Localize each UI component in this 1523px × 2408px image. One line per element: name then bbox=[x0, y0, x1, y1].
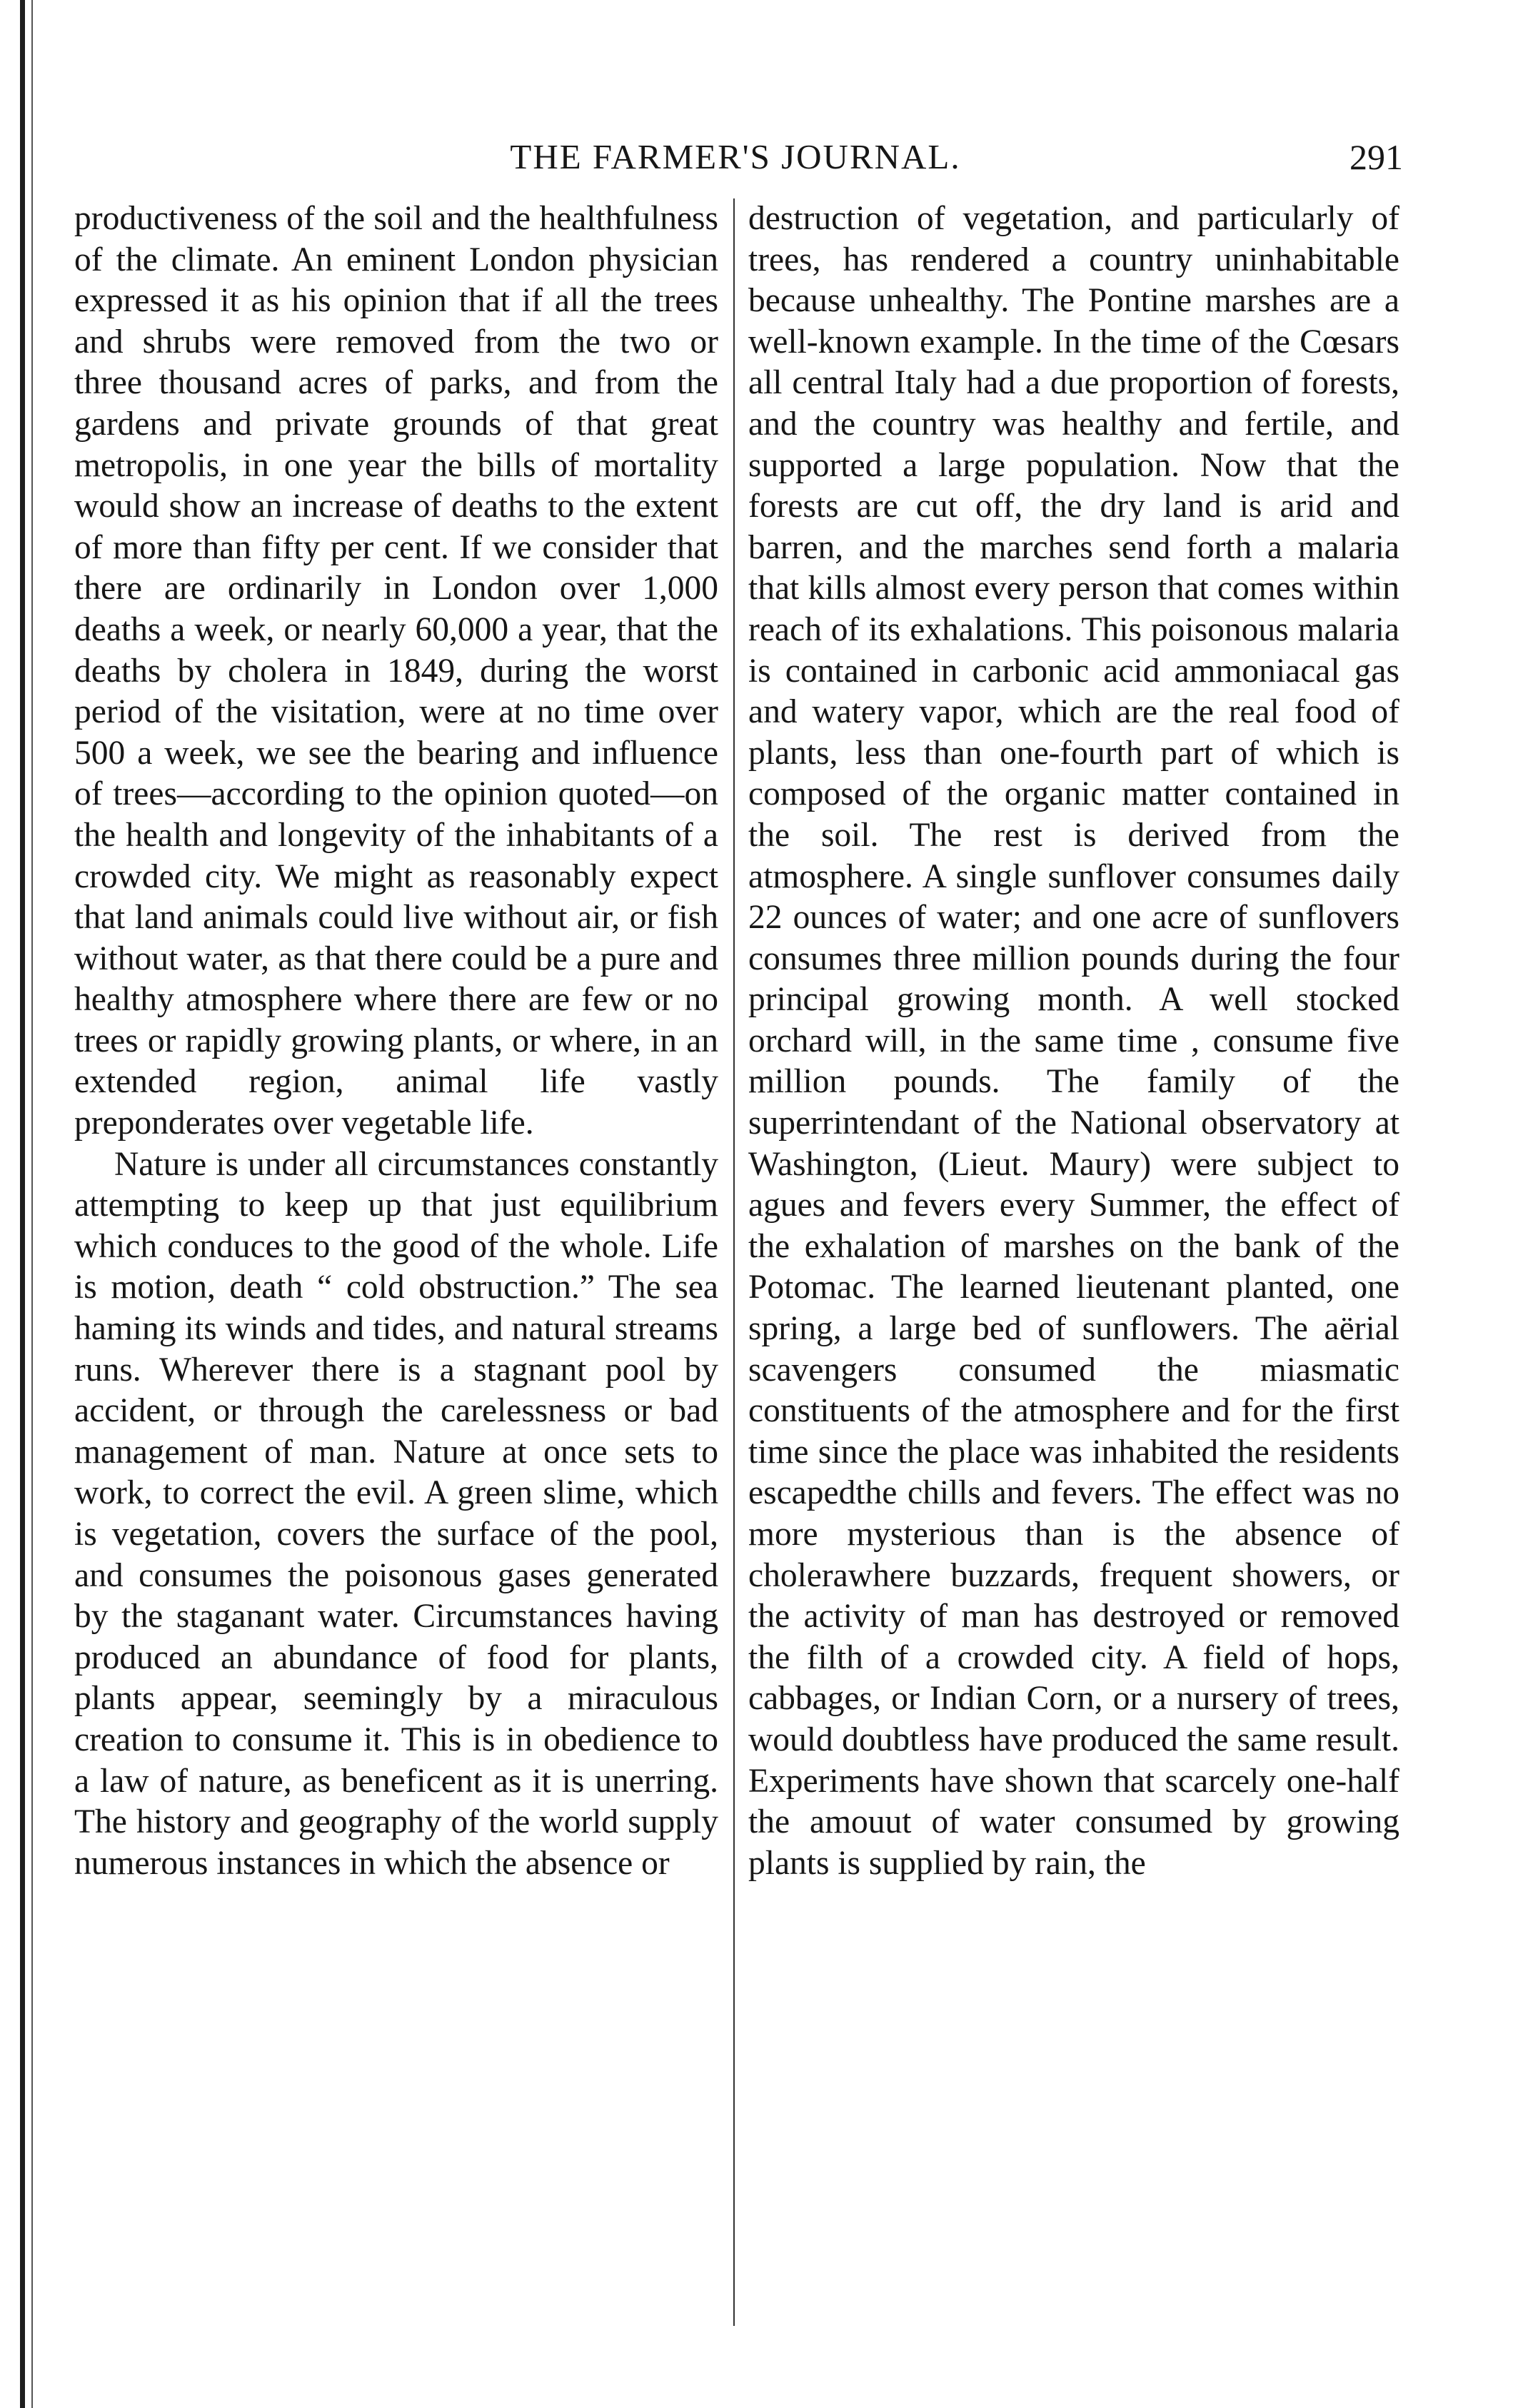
right-paragraph-1: destruction of vegetation, and particularly of trees, has rendered a country uninhabitable because unhealthy. The Pontine marshes are a well-known example. In the time of the Cœsars all central Italy had a due proportion of forests, and the country was healthy and fertile, and supported a large population. Now that the forests are cut off, the dry land is arid and barren, and the marches send forth a malaria that kills almost every person that comes within reach of its exhalations. This poisonous malaria is contained in carbonic acid ammoniacal gas and watery vapor, which are the real food of plants, less than one-fourth part of which is composed of the organic matter contained in the soil. The rest is derived from the atmosphere. A single sunflover consumes daily 22 ounces of water; and one acre of sunflovers consumes three million pounds during the four principal growing month. A well stocked orchard will, in the same time , consume five million pounds. The family of the superrintendant of the National observatory at Washington, (Lieut. Maury) were subject to agues and fevers every Summer, the effect of the exhalation of marshes on the bank of the Potomac. The learned lieutenant planted, one spring, a large bed of sunflowers. The aërial scavengers consumed the miasmatic constituents of the atmosphere and for the first time since the place was inhabited the residents escapedthe chills and fevers. The effect was no more mysterious than is the absence of cholerawhere buzzards, frequent showers, or the activity of man has destroyed or removed the filth of a crowded city. A field of hops, cabbages, or Indian Corn, or a nursery of trees, would doubtless have produced the same result. Experiments have shown that scarcely one-half the amouut of water consumed by growing plants is supplied by rain, the bbox=[748, 200, 1399, 1882]
left-paragraph-1: productiveness of the soil and the healthfulness of the climate. An eminent London physician expressed it as his opinion that if all the trees and shrubs were removed from the two or three thousand acres of parks, and from the gardens and private grounds of that great metropolis, in one year the bills of mortality would show an increase of deaths to the extent of more than fifty per cent. If we consider that there are ordinarily in London over 1,000 deaths a week, or nearly 60,000 a year, that the deaths by cholera in 1849, during the worst period of the visitation, were at no time over 500 a week, we see the bearing and influence of trees—according to the opinion quoted—on the health and longevity of the inhabitants of a crowded city. We might as reasonably expect that land animals could live without air, or fish without water, as that there could be a pure and healthy atmosphere where there are few or no trees or rapidly growing plants, or where, in an extended region, animal life vastly preponderates over vegetable life. bbox=[74, 200, 718, 1142]
right-column bbox=[748, 198, 1399, 1884]
page-number: 291 bbox=[1349, 137, 1403, 177]
journal-title: THE FARMER'S JOURNAL. bbox=[510, 137, 961, 176]
page-binding-edge bbox=[20, 0, 25, 2408]
left-column bbox=[74, 198, 718, 1884]
page-binding-edge-shadow bbox=[31, 0, 33, 2408]
column-divider bbox=[733, 198, 735, 2326]
running-head bbox=[0, 129, 1523, 186]
left-paragraph-2: Nature is under all circumstances constantly attempting to keep up that just equilibrium which conduces to the good of the whole. Life is motion, death “ cold obstruction.” The sea haming its winds and tides, and natural streams runs. Wherever there is a stagnant pool by accident, or through the carelessness or bad management of man. Nature at once sets to work, to correct the evil. A green slime, which is vegetation, covers the surface of the pool, and consumes the poisonous gases generated by the staganant water. Circumstances having produced an abundance of food for plants, plants appear, seemingly by a miraculous creation to consume it. This is in obedience to a law of nature, as beneficent as it is unerring. The history and geography of the world supply numerous instances in which the absence or bbox=[74, 1145, 718, 1882]
